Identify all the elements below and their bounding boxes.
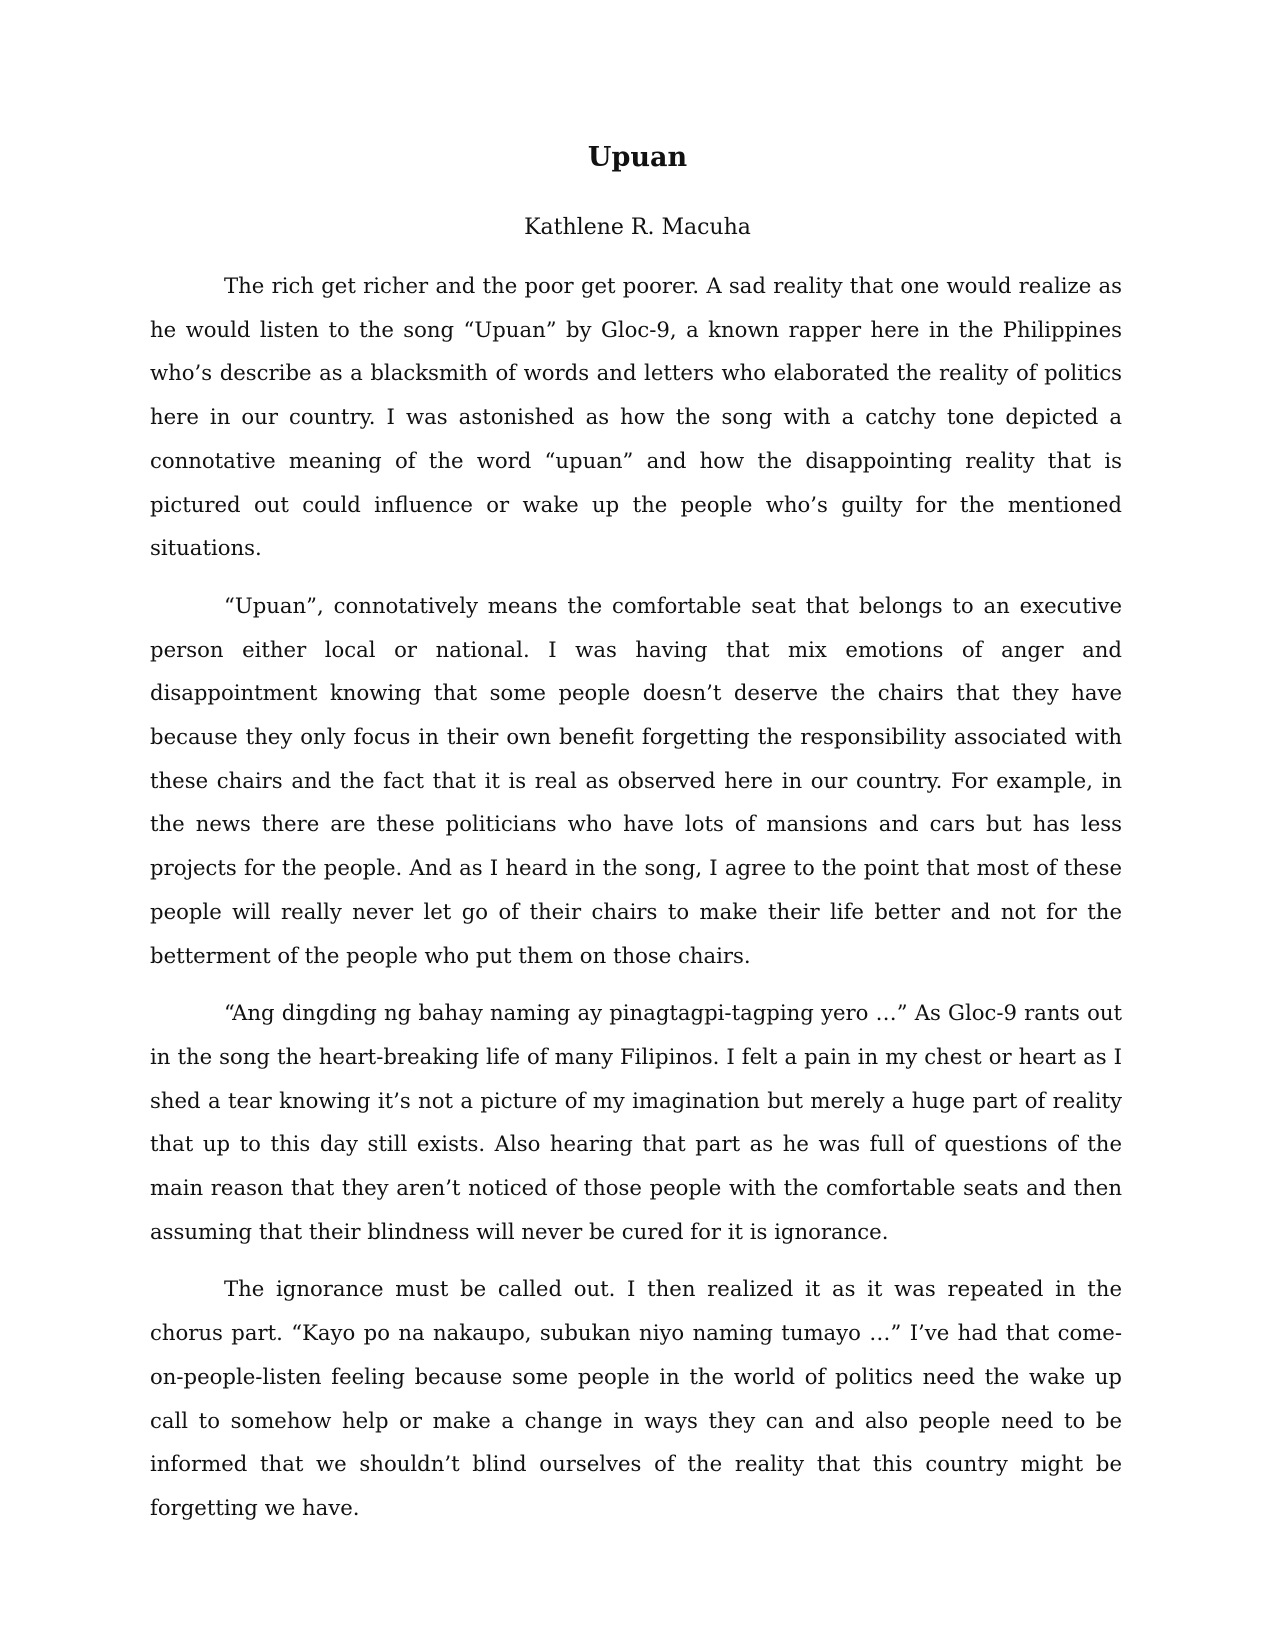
essay-paragraph-4: The ignorance must be called out. I then realized it as it was repeated in the chorus part. “Kayo po na nakaupo, subukan niyo naming tumayo …” I’ve had that come-on-people-listen feeling because some people in the world of politics need the wake up call to somehow help or make a change in ways they can and also people need to be informed that we shouldn’t blind ourselves of the reality that this country might be forgetting we have. <box>150 1276 1122 1520</box>
document-author: Kathlene R. Macuha <box>524 215 751 240</box>
essay-paragraph-3: “Ang dingding ng bahay naming ay pinagtagpi-tagping yero …” As Gloc-9 rants out in the song the heart-breaking life of many Filipinos. I felt a pain in my chest or heart as I shed a tear knowing it’s not a picture of my imagination but merely a huge part of reality that up to this day still exists. Also hearing that part as he was full of questions of the main reason that they aren’t noticed of those people with the comfortable seats and then assuming that their blindness will never be cured for it is ignorance. <box>150 1000 1122 1244</box>
document-title: Upuan <box>587 142 688 173</box>
essay-paragraph-1: The rich get richer and the poor get poorer. A sad reality that one would realize as he would listen to the song “Upuan” by Gloc-9, a known rapper here in the Philippines who’s describe as a blacksmith of words and letters who elaborated the reality of politics here in our country. I was astonished as how the song with a catchy tone depicted a connotative meaning of the word “upuan” and how the disappointing reality that is pictured out could influence or wake up the people who’s guilty for the mentioned situations. <box>150 273 1122 561</box>
essay-body <box>150 264 1122 1544</box>
essay-paragraph-2: “Upuan”, connotatively means the comfortable seat that belongs to an executive person either local or national. I was having that mix emotions of anger and disappointment knowing that some people doesn’t deserve the chairs that they have because they only focus in their own benefit forgetting the responsibility associated with these chairs and the fact that it is real as observed here in our country. For example, in the news there are these politicians who have lots of mansions and cars but has less projects for the people. And as I heard in the song, I agree to the point that most of these people will really never let go of their chairs to make their life better and not for the betterment of the people who put them on those chairs. <box>150 592 1122 968</box>
